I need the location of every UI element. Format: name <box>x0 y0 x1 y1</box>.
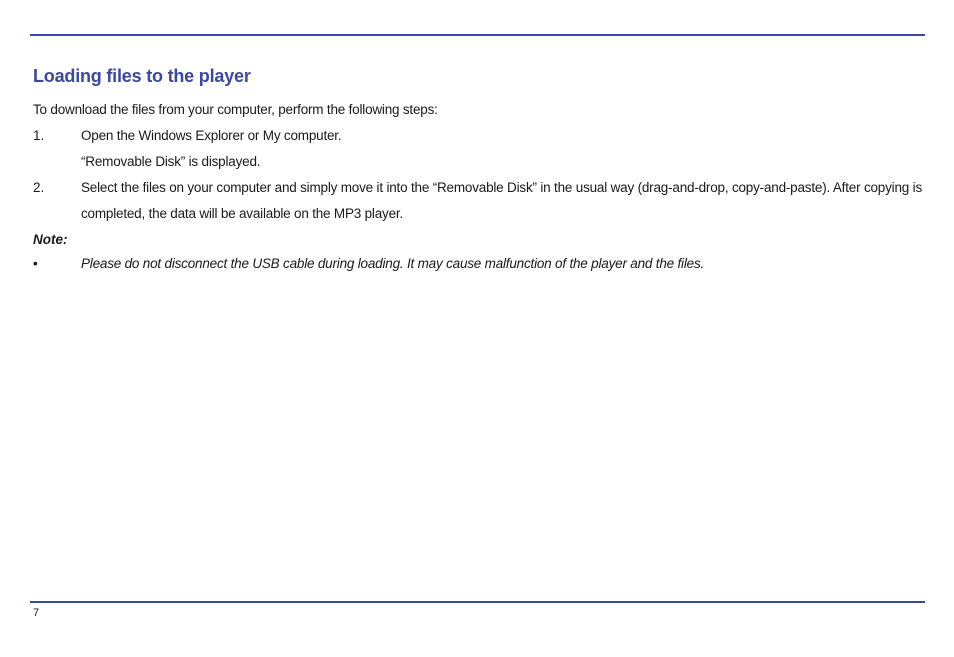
bullet-icon: • <box>33 256 38 271</box>
page-number: 7 <box>33 607 40 619</box>
header-rule <box>30 34 925 36</box>
step-number-1: 1. <box>33 128 45 143</box>
intro-text: To download the files from your computer, perform the following steps: <box>33 102 438 117</box>
step-subtext-1: “Removable Disk” is displayed. <box>81 154 261 169</box>
footer-rule <box>30 601 925 603</box>
note-label: Note: <box>33 232 68 247</box>
step-text-2: Select the files on your computer and simply move it into the “Removable Disk” in the usual way (drag-and-drop, copy-and-paste). After copying is completed, the data will be available on the MP3 player. <box>81 180 922 221</box>
step-number-2: 2. <box>33 180 45 195</box>
step-text-1: Open the Windows Explorer or My computer. <box>81 128 342 143</box>
section-heading: Loading files to the player <box>33 66 251 86</box>
note-text: Please do not disconnect the USB cable during loading. It may cause malfunction of the player and the files. <box>81 256 705 271</box>
